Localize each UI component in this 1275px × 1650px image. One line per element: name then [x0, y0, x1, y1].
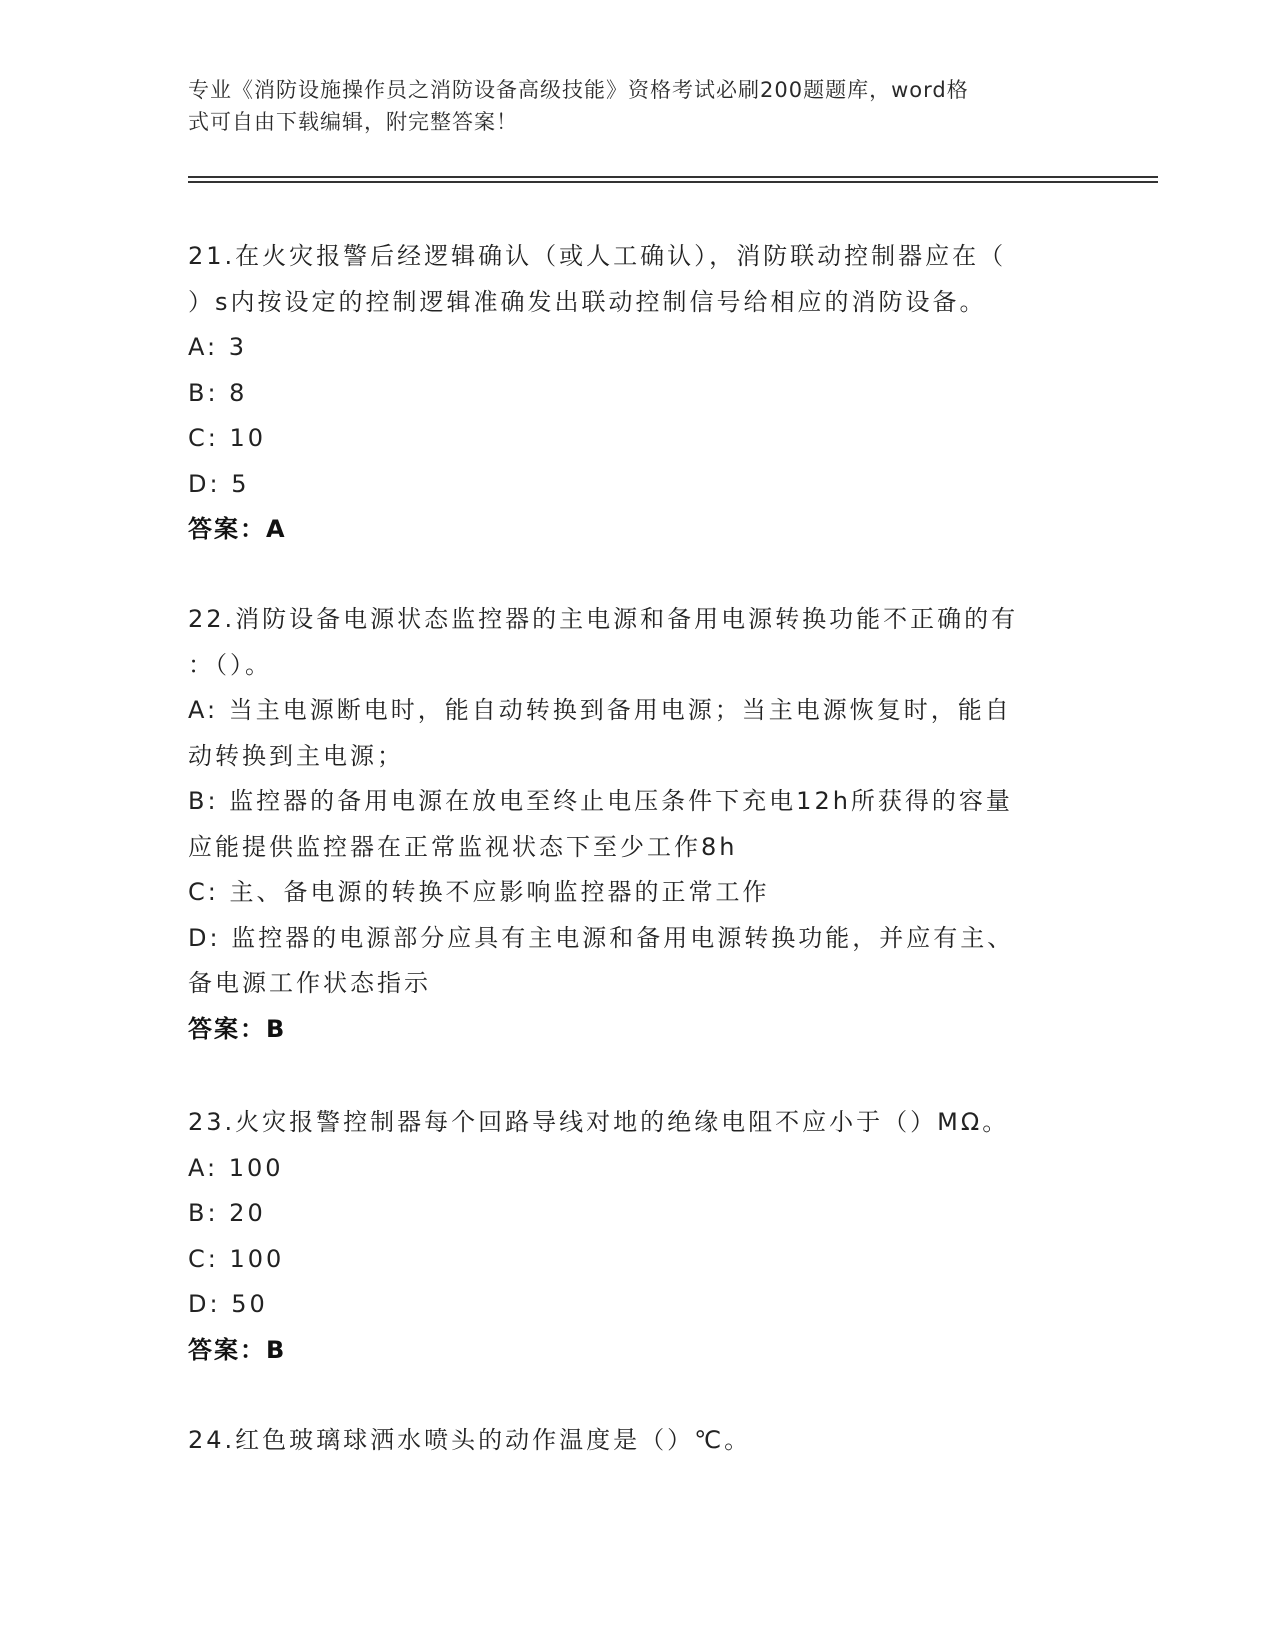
option-a: A: 3: [188, 333, 247, 361]
option-d: D: 监控器的电源部分应具有主电源和备用电源转换功能，并应有主、: [188, 923, 1015, 952]
option-b: B: 监控器的备用电源在放电至终止电压条件下充电12h所获得的容量: [188, 787, 1013, 815]
question-stem-line: ：（）。: [188, 650, 272, 679]
question-24: [188, 1418, 1078, 1464]
question-stem-line: ）s内按设定的控制逻辑准确发出联动控制信号给相应的消防设备。: [188, 287, 987, 316]
question-21: [188, 234, 1078, 553]
question-stem-line: 23.火灾报警控制器每个回路导线对地的绝缘电阻不应小于（）MΩ。: [188, 1108, 1010, 1136]
option-c: C: 10: [188, 424, 267, 452]
option-a-continued: 动转换到主电源；: [188, 741, 404, 770]
question-22: [188, 597, 1078, 1052]
option-d: D: 5: [188, 469, 250, 498]
question-stem-line: 21.在火灾报警后经逻辑确认（或人工确认），消防联动控制器应在（: [188, 242, 1007, 270]
header-line-2: 式可自由下载编辑，附完整答案！: [188, 110, 518, 134]
header-divider-bottom: [188, 181, 1158, 183]
option-d-continued: 备电源工作状态指示: [188, 969, 431, 997]
question-stem-line: 22.消防设备电源状态监控器的主电源和备用电源转换功能不正确的有: [188, 605, 1019, 633]
option-c: C: 主、备电源的转换不应影响监控器的正常工作: [188, 878, 770, 906]
header-note: [188, 74, 1068, 138]
option-c: C: 100: [188, 1244, 285, 1273]
option-a: A: 当主电源断电时，能自动转换到备用电源；当主电源恢复时，能自: [188, 696, 1012, 724]
option-a: A: 100: [188, 1153, 284, 1182]
option-d: D: 50: [188, 1290, 268, 1318]
question-stem-line: 24.红色玻璃球洒水喷头的动作温度是（）℃。: [188, 1426, 752, 1454]
header-divider-top: [188, 176, 1158, 178]
question-23: [188, 1100, 1078, 1373]
option-b: B: 8: [188, 378, 248, 407]
option-b: B: 20: [188, 1199, 266, 1227]
answer-label: 答案：A: [188, 515, 287, 543]
answer-label: 答案：B: [188, 1335, 287, 1364]
header-line-1: 专业《消防设施操作员之消防设备高级技能》资格考试必刷200题题库，word格: [188, 78, 969, 102]
option-b-continued: 应能提供监控器在正常监视状态下至少工作8h: [188, 832, 738, 861]
answer-label: 答案：B: [188, 1014, 287, 1043]
